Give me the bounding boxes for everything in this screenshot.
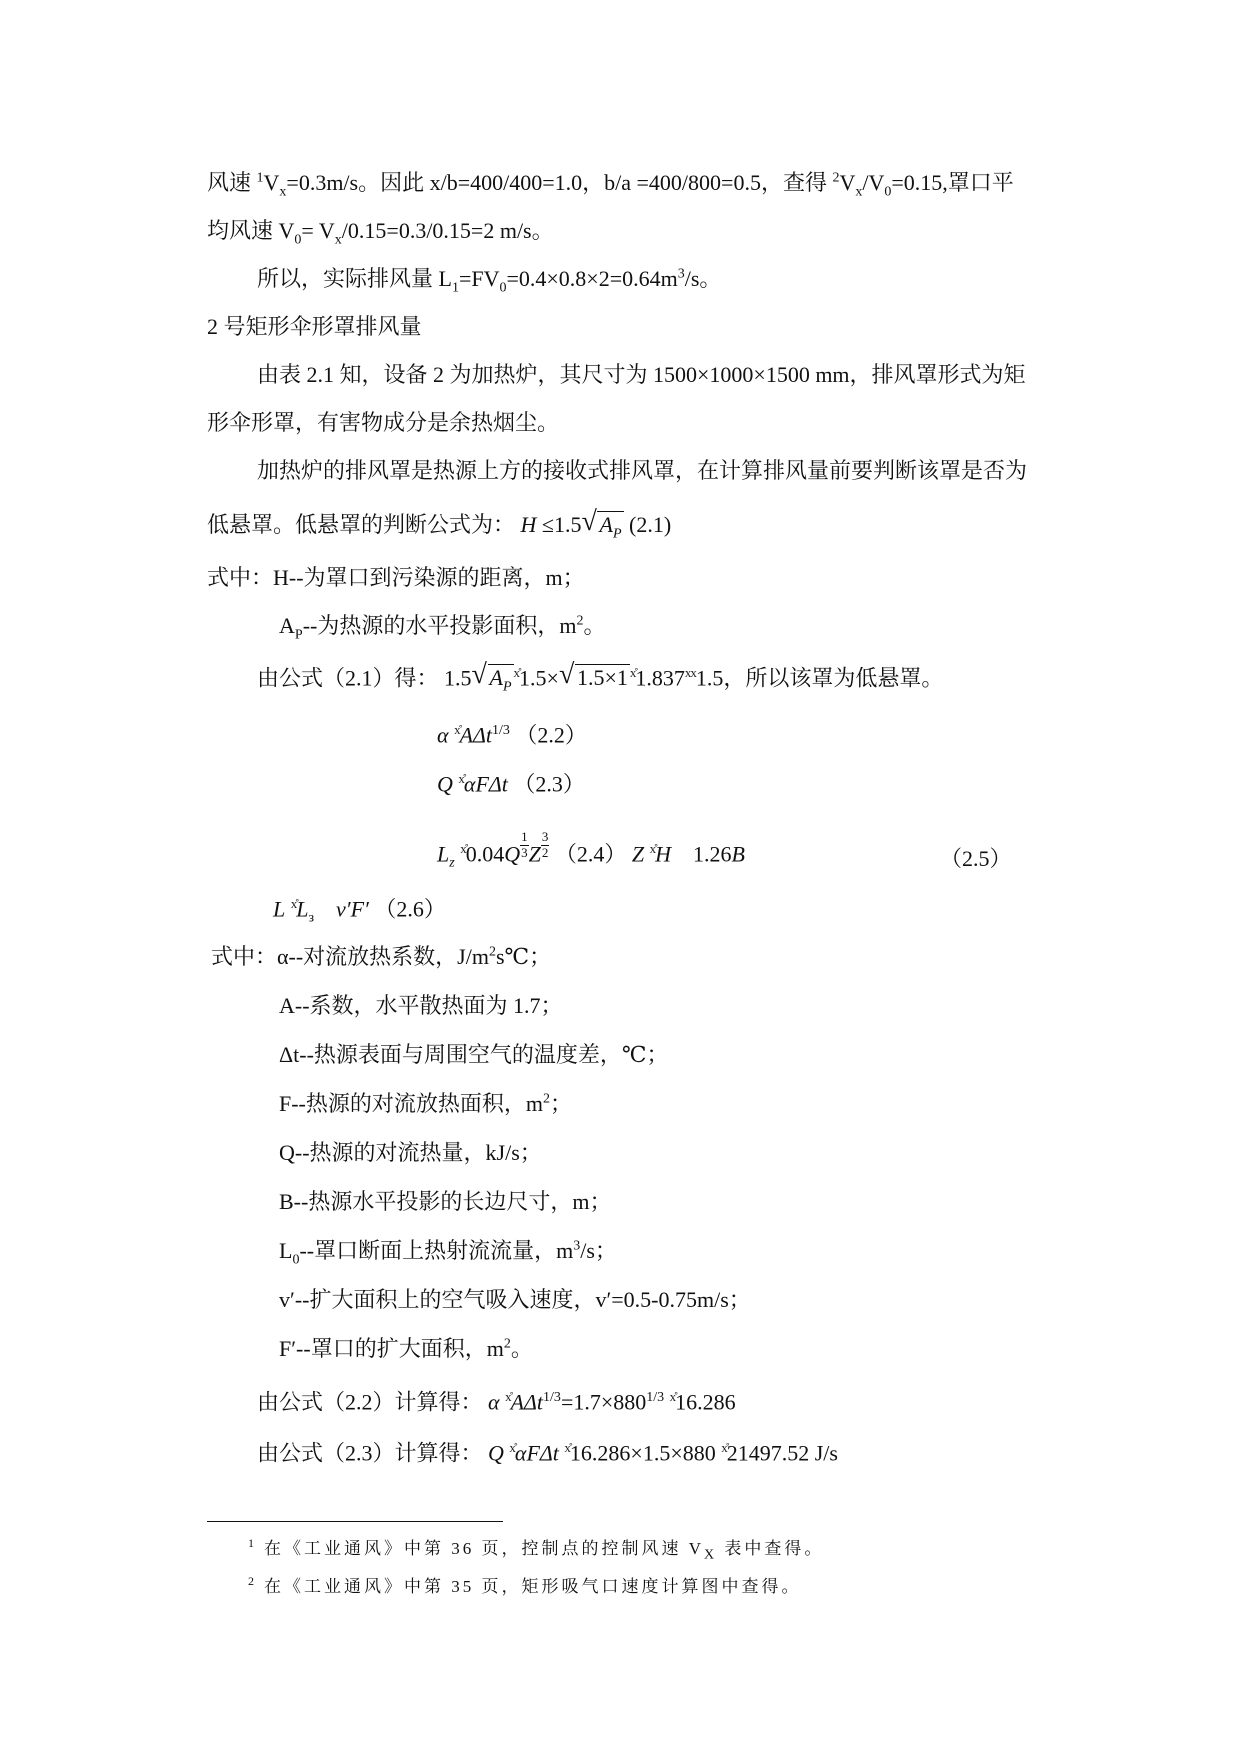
text: =1.7×880 — [560, 1389, 647, 1415]
equation-2-6 — [273, 896, 446, 926]
subscript: x — [334, 232, 342, 248]
math-symbol: B — [731, 841, 745, 867]
paragraph-line — [257, 659, 944, 695]
math-symbol: α — [437, 722, 449, 748]
subscript: 1 — [451, 280, 459, 296]
text: F′--罩口的扩大面积，m — [279, 1336, 504, 1361]
approx-mark: x̊ — [458, 771, 464, 786]
equation-number: （2.3） — [507, 771, 585, 797]
footnote-ref: 2 — [832, 170, 840, 186]
math-symbol: α — [488, 1389, 500, 1415]
text: 低悬罩。低悬罩的判断公式为： — [207, 512, 521, 537]
equation-2-2 — [437, 723, 587, 746]
math-expr: v′F′ — [336, 896, 369, 922]
definition-line — [279, 1338, 533, 1360]
paragraph-line: 形伞形罩，有害物成分是余热烟尘。 — [207, 410, 560, 435]
sqrt: √ $A_P$ — [471, 659, 512, 695]
text: 由公式（2.2）计算得： — [257, 1389, 489, 1415]
footnote-text: 在《工业通风》中第 36 页，控制点的控制风速 V — [264, 1539, 705, 1558]
text: = V — [301, 218, 335, 243]
subscript: 0 — [884, 184, 892, 200]
subscript: x — [855, 184, 863, 200]
text: --为热源的水平投影面积，m — [302, 613, 577, 638]
math-symbol: L — [273, 896, 286, 922]
text: 。 — [583, 613, 606, 638]
text: --罩口断面上热射流流量，m — [299, 1238, 574, 1263]
text: /V — [862, 170, 885, 195]
superscript: 1/3 — [646, 1390, 665, 1405]
subscript: з — [308, 910, 315, 926]
text: 风速 — [207, 170, 257, 195]
calculation-line — [257, 1390, 736, 1413]
numerator: 1 — [521, 829, 528, 845]
subscript: 0 — [292, 1252, 300, 1268]
equation-2-3 — [437, 772, 585, 795]
text: 所以，实际排风量 L — [257, 266, 452, 291]
math-symbol: Z — [528, 841, 541, 867]
equation-number: (2.1) — [623, 512, 672, 537]
definition-line: A--系数，水平散热面为 1.7； — [279, 993, 563, 1018]
math-symbol: H — [520, 512, 537, 537]
approx-mark: x̊ — [649, 841, 656, 856]
subscript: X — [704, 1547, 718, 1563]
numerator: 3 — [541, 829, 549, 845]
approx-mark: x̊ — [564, 1440, 570, 1455]
text: 均风速 V — [207, 218, 295, 243]
text: =FV — [458, 266, 500, 291]
approx-mark: x̊ — [509, 1440, 515, 1455]
text: 由公式（2.1）得： 1.5 — [257, 665, 472, 691]
math-expr: αFΔt — [514, 1440, 559, 1466]
subscript: z — [449, 855, 455, 871]
approx-mark: x̊ — [513, 665, 520, 680]
subscript: P — [294, 627, 303, 643]
text: 1.26 — [693, 841, 732, 867]
text: 0.04 — [465, 841, 505, 867]
footnote-mark: 2 — [248, 1574, 254, 1589]
definition-line — [279, 613, 606, 643]
math-symbol: Z — [631, 841, 645, 867]
superscript: 2 — [543, 1091, 551, 1107]
math-symbol: Q — [437, 771, 453, 797]
equation-number: （2.6） — [368, 896, 446, 922]
text: 1.5× — [519, 665, 559, 691]
radicand: 1.5×1 — [576, 665, 628, 691]
superscript: 3 — [573, 1238, 581, 1254]
math-symbol: H — [655, 841, 671, 867]
paragraph-line — [257, 266, 722, 296]
equation-number: （2.4） — [549, 841, 632, 867]
subscript: x — [279, 184, 287, 200]
paragraph-line — [207, 170, 1014, 200]
text: =0.15,罩口平 — [891, 170, 1014, 195]
text: s℃； — [495, 944, 552, 969]
subscript: P — [502, 679, 512, 695]
text: 16.286×1.5×880 — [569, 1440, 716, 1466]
equation-number: （2.2） — [509, 722, 587, 748]
subscript: P — [612, 526, 622, 542]
superscript: 1/3 — [492, 723, 510, 738]
text: 由公式（2.3）计算得： — [257, 1440, 489, 1466]
text: V — [263, 170, 280, 195]
definition-line — [279, 1093, 572, 1115]
denominator: 2 — [541, 844, 549, 860]
footnote-text: 在《工业通风》中第 35 页，矩形吸气口速度计算图中查得。 — [264, 1577, 802, 1596]
text: A — [279, 613, 295, 638]
paragraph-line: 由表 2.1 知，设备 2 为加热炉，其尺寸为 1500×1000×1500 mm，排风罩形式为矩 — [257, 362, 1026, 387]
text: V — [839, 170, 856, 195]
equation-number-2-5: （2.5） — [940, 846, 1012, 871]
denominator: 3 — [521, 844, 528, 860]
paragraph-line — [207, 218, 554, 248]
math-symbol: Q — [504, 841, 521, 867]
math-symbol: Q — [488, 1440, 504, 1466]
definition-line: Q--热源的对流热量，kJ/s； — [279, 1140, 542, 1165]
math-symbol: A — [599, 512, 613, 537]
text: =0.3m/s。因此 x/b=400/400=1.0，b/a =400/800=0.5，查得 — [286, 170, 833, 195]
approx-mark: x̊ — [454, 722, 460, 737]
definition-line: v′--扩大面积上的空气吸入速度，v′=0.5-0.75m/s； — [279, 1287, 751, 1312]
text: =0.4×0.8×2=0.64m — [506, 266, 678, 291]
section-heading: 2 号矩形伞形罩排风量 — [207, 314, 422, 339]
superscript: 2 — [576, 613, 584, 629]
text: 16.286 — [675, 1389, 736, 1415]
superscript: 2 — [488, 944, 496, 960]
text: 1.837 — [635, 665, 685, 691]
approx-mark: x̊ — [629, 665, 636, 680]
superscript: 3 — [677, 266, 685, 282]
text: 1.5，所以该罩为低悬罩。 — [695, 665, 944, 691]
text: F--热源的对流放热面积，m — [279, 1091, 544, 1116]
footnote-2 — [248, 1572, 802, 1597]
sqrt: √ 1.5×1 — [558, 659, 628, 691]
definition-line: B--热源水平投影的长边尺寸，m； — [279, 1189, 612, 1214]
text: 式中：α--对流放热系数，J/m — [211, 944, 489, 969]
footnote-mark: 1 — [248, 1536, 254, 1551]
footnote-1 — [248, 1534, 825, 1563]
text: /0.15=0.3/0.15=2 m/s。 — [341, 218, 554, 243]
approx-mark: x̊ — [721, 1440, 727, 1455]
subscript: 0 — [294, 232, 302, 248]
text: L — [279, 1238, 293, 1263]
definition-line — [279, 1238, 617, 1268]
approx-mark: x̊ — [505, 1389, 511, 1404]
superscript: 1/3 — [543, 1390, 561, 1405]
text: ； — [550, 1091, 573, 1116]
text: 。 — [510, 1336, 533, 1361]
compare-mark: xx — [684, 665, 696, 680]
text: /s。 — [684, 266, 722, 291]
math-expr: AΔt — [510, 1389, 544, 1415]
text: 21497.52 J/s — [726, 1440, 838, 1466]
approx-mark: x̊ — [290, 896, 297, 911]
subscript: 0 — [499, 280, 507, 296]
math-expr: AΔt — [459, 722, 493, 748]
paragraph-line — [207, 506, 672, 542]
definition-heading: 式中：H--为罩口到污染源的距离，m； — [207, 565, 585, 590]
equation-2-4-2-5 — [437, 829, 745, 871]
footnote-text: 表中查得。 — [717, 1539, 825, 1558]
footnote-divider — [207, 1521, 503, 1522]
math-symbol: L — [437, 841, 450, 867]
sqrt: √ $A_P$ — [581, 506, 622, 542]
superscript: 2 — [503, 1336, 511, 1352]
text: /s； — [580, 1238, 617, 1263]
definition-line: Δt--热源表面与周围空气的温度差，℃； — [279, 1042, 669, 1067]
math-expr: αFΔt — [463, 771, 508, 797]
paragraph-line: 加热炉的排风罩是热源上方的接收式排风罩，在计算排风量前要判断该罩是否为 — [257, 458, 1028, 483]
calculation-line — [257, 1441, 838, 1464]
approx-mark: x̊ — [460, 841, 466, 856]
fraction-exponent — [520, 830, 529, 860]
text: ≤1.5 — [536, 512, 582, 537]
approx-mark: x̊ — [669, 1389, 676, 1404]
math-symbol: A — [489, 665, 503, 691]
math-symbol: L — [296, 896, 309, 922]
footnote-ref: 1 — [256, 170, 264, 186]
definition-heading — [211, 946, 551, 968]
